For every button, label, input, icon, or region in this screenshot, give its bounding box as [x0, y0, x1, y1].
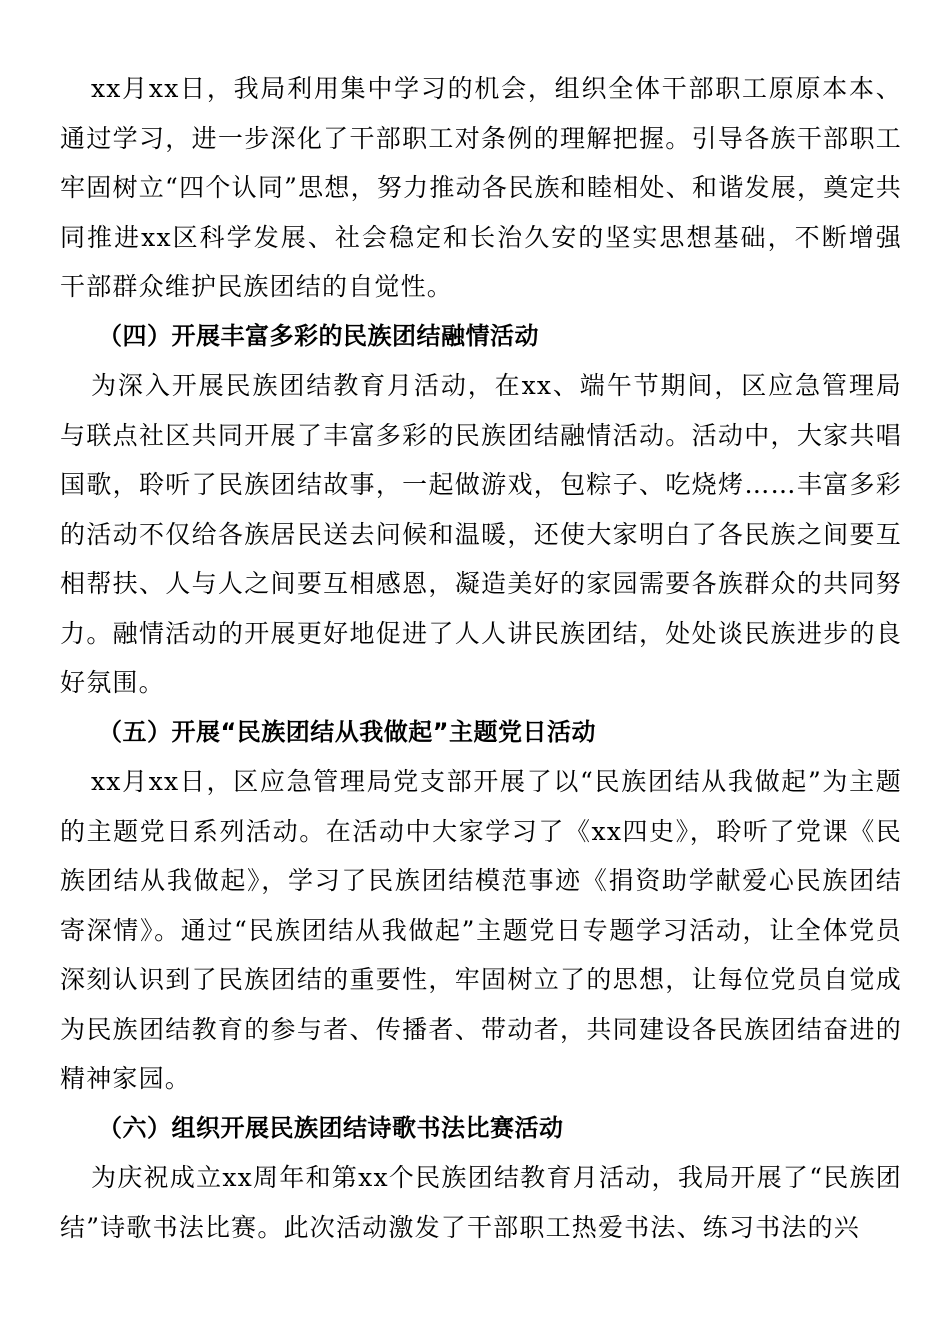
body-paragraph: 为深入开展民族团结教育月活动，在xx、端午节期间，区应急管理局与联点社区共同开展了丰富多彩的民族团结融情活动。活动中，大家共唱国歌，聆听了民族团结故事，一起做游戏，包粽子、吃烧烤……丰富多彩的活动不仅给各族居民送去问候和温暖，还使大家明白了各民族之间要互相帮扶、人与人之间要互相感恩，凝造美好的家园需要各族群众的共同努力。融情活动的开展更好地促进了人人讲民族团结，处处谈民族进步的良好氛围。: [60, 371, 902, 697]
document-page: [60, 64, 902, 1252]
section-heading: （五）开展“民族团结从我做起”主题党日活动: [98, 717, 597, 746]
body-paragraph: 为庆祝成立xx周年和第xx个民族团结教育月活动，我局开展了“民族团结”诗歌书法比赛。此次活动激发了干部职工热爱书法、练习书法的兴: [60, 1163, 902, 1242]
body-paragraph: xx月xx日，我局利用集中学习的机会，组织全体干部职工原原本本、通过学习，进一步深化了干部职工对条例的理解把握。引导各族干部职工牢固树立“四个认同”思想，努力推动各民族和睦相处、和谐发展，奠定共同推进xx区科学发展、社会稳定和长治久安的坚实思想基础，不断增强干部群众维护民族团结的自觉性。: [60, 74, 902, 301]
section-heading: （六）组织开展民族团结诗歌书法比赛活动: [98, 1113, 564, 1142]
body-paragraph: xx月xx日，区应急管理局党支部开展了以“民族团结从我做起”为主题的主题党日系列活动。在活动中大家学习了《xx四史》，聆听了党课《民族团结从我做起》，学习了民族团结模范事迹《捐资助学献爱心民族团结寄深情》。通过“民族团结从我做起”主题党日专题学习活动，让全体党员深刻认识到了民族团结的重要性，牢固树立了的思想，让每位党员自觉成为民族团结教育的参与者、传播者、带动者，共同建设各民族团结奋进的精神家园。: [60, 767, 902, 1093]
section-heading: （四）开展丰富多彩的民族团结融情活动: [98, 321, 539, 350]
